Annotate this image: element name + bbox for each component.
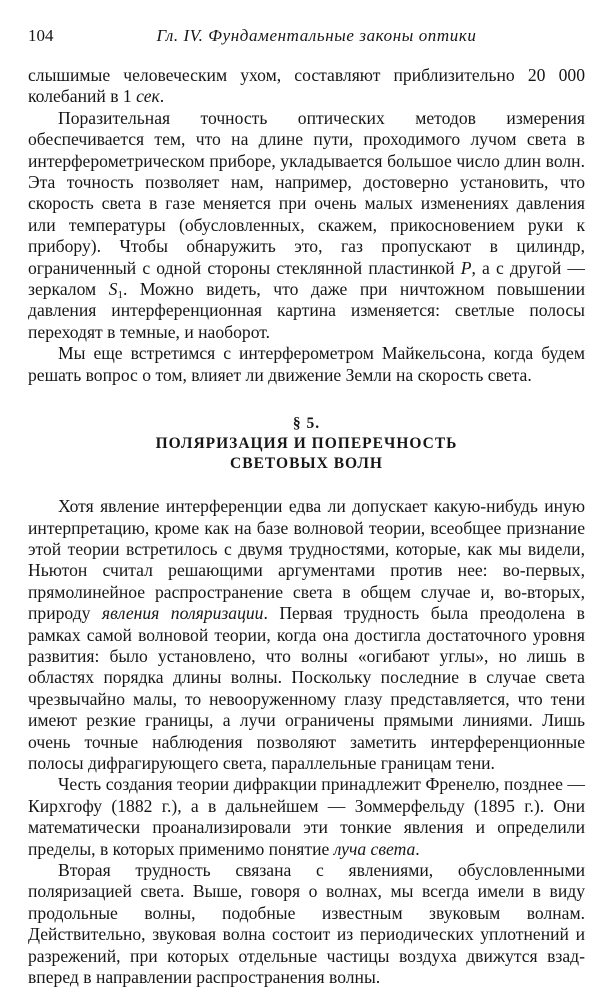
chapter-title: Гл. IV. Фундаментальные законы оптики (156, 26, 477, 45)
variable-s: S (108, 279, 118, 300)
paragraph-second-difficulty: Вторая трудность связана с явлениями, обусловленными поляризацией света. Выше, говоря о волнах, мы всегда имели в виду продольные волны, подобные известным звуковым волнам. Действительно, звуковая волна состоит из периодических уплотнений и разрежений, при которых отдельные частицы воздуха движутся взад-вперед в направлении распространения волны. (28, 860, 585, 988)
emphasis-light-ray: луча света (333, 838, 416, 859)
paragraph-michelson: Мы еще встретимся с интерферометром Майкельсона, когда будем решать вопрос о том, влияет ли движение Земли на скорость света. (28, 343, 585, 385)
paragraph-continued: слышимые человеческим ухом, составляют приблизительно 20 000 колебаний в 1 сек. (28, 65, 585, 107)
section-title-line1: ПОЛЯРИЗАЦИЯ И ПОПЕРЕЧНОСТЬ (155, 435, 458, 453)
page-number: 104 (28, 26, 54, 45)
paragraph-interferometer-precision: Поразительная точность оптических методов измерения обеспечивается тем, что на длине пути, проходимого лучом света в интерферометрическом приборе, укладывается большое число длин волн. Эта точность позволяет нам, например, достоверно установить, что скорость света в газе меняется при очень малых изменениях давления или температуры (обусловленных, скажем, прикосновением руки к прибору). Чтобы обнаружить это, газ пропускают в цилиндр, ограниченный с одной стороны стеклянной пластинкой P, а с другой — зеркалом $S_1$. Можно видеть, что даже при ничтожном повышении давления интерференционная картина изменяется: светлые полосы переходят в темные, и наоборот. (28, 107, 585, 342)
running-head (28, 26, 585, 52)
body-text (28, 65, 585, 988)
book-page (28, 26, 585, 988)
paragraph-diffraction-theory: Честь создания теории дифракции принадлежит Френелю, позднее — Кирхгофу (1882 г.), а в дальнейшем — Зоммерфельду (1895 г.). Они математически проанализировали эти тонкие явления и определили пределы, в которых применимо понятие луча света. (28, 774, 585, 859)
variable-p: P (460, 257, 472, 278)
section-title-line2: СВЕТОВЫХ ВОЛН (230, 455, 383, 473)
unit-sec: сек (136, 86, 160, 107)
subscript-1: 1 (117, 289, 123, 302)
section-heading (28, 414, 585, 474)
paragraph-interference-difficulties: Хотя явление интерференции едва ли допускает какую-нибудь иную интерпретацию, кроме как на базе волновой теории, всеобщее признание этой теории встретилось с двумя трудностями, которые, как мы видели, Ньютон считал решающими аргументами против нее: во-первых, прямолинейное распространение света в общем случае и, во-вторых, природу явления поляризации. Первая трудность была преодолена в рамках самой волновой теории, когда она достигла достаточного уровня развития: было установлено, что волны «огибают углы», но лишь в областях порядка длины волны. Поскольку последние в случае света чрезвычайно малы, то невооруженному глазу представляется, что тени имеют резкие границы, а лучи ограничены прямыми линиями. Лишь очень точные наблюдения позволяют заметить интерференционные полосы дифрагирующего света, параллельные границам тени. (28, 496, 585, 773)
emphasis-polarization: явления поляризации (101, 603, 264, 624)
section-number: § 5. (292, 415, 321, 433)
